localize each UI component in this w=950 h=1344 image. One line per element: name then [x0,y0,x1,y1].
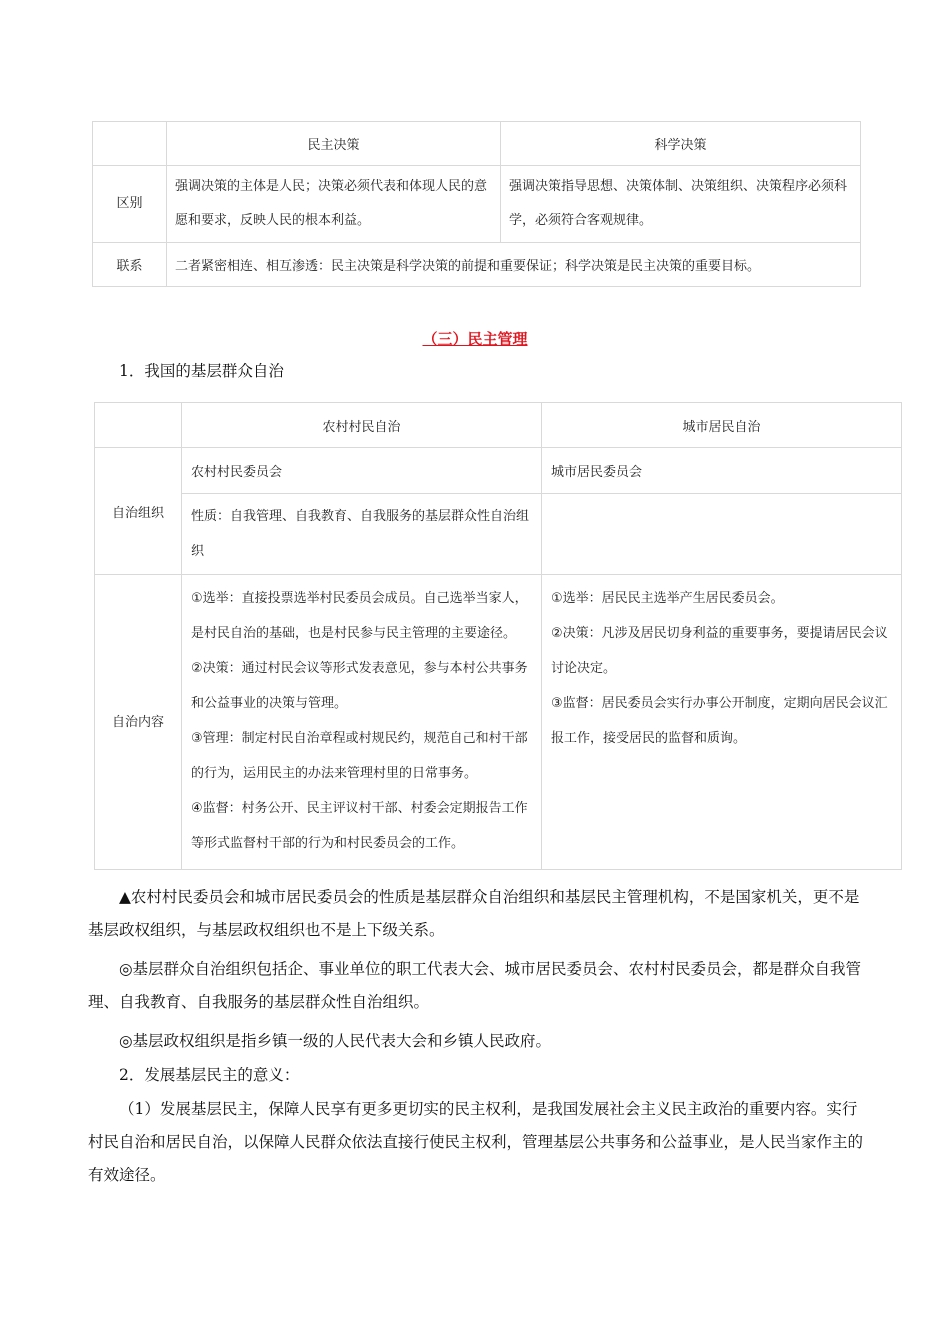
table-row [95,448,902,494]
row-label-organization: 自治组织 [95,448,182,575]
list-item: ②决策：通过村民会议等形式发表意见，参与本村公共事务和公益事业的决策与管理。 [191,661,528,711]
note-paragraph: ◎基层政权组织是指乡镇一级的人民代表大会和乡镇人民政府。 [119,1032,552,1050]
note-paragraph: ◎基层群众自治组织包括企、事业单位的职工代表大会、城市居民委员会、农村村民委员会，都是群众自我管理、自我教育、自我服务的基层群众性自治组织。 [88,960,862,1011]
table-row [95,575,902,870]
table-header-cell: 城市居民自治 [542,403,902,448]
table-cell: 性质：自我管理、自我教育、自我服务的基层群众性自治组织 [182,494,542,575]
table-cell-rural [182,575,542,870]
note-paragraph: ▲农村村民委员会和城市居民委员会的性质是基层群众自治组织和基层民主管理机构，不是国家机关，更不是基层政权组织，与基层政权组织也不是上下级关系。 [88,888,860,939]
decision-comparison-table [92,121,861,287]
list-item: ③监督：居民委员会实行办事公开制度，定期向居民会议汇报工作，接受居民的监督和质询。 [551,696,888,746]
row-label-content: 自治内容 [95,575,182,870]
table-header-cell: 农村村民自治 [182,403,542,448]
table-cell-urban [542,575,902,870]
grassroots-autonomy-table [94,402,902,870]
table-row [95,494,902,575]
section-title: （三）民主管理 [422,330,528,348]
list-item: ①选举：直接投票选举村民委员会成员。自己选举当家人，是村民自治的基础，也是村民参与民主管理的主要途径。 [191,591,528,641]
row-label-connection: 联系 [93,243,167,287]
table-row [95,403,902,448]
table-row [93,166,861,243]
table-cell: 强调决策指导思想、决策体制、决策组织、决策程序必须科学，必须符合客观规律。 [501,166,861,243]
table-cell: 农村村民委员会 [182,448,542,494]
table-row [93,243,861,287]
list-item: ④监督：村务公开、民主评议村干部、村委会定期报告工作等形式监督村干部的行为和村民委员会的工作。 [191,801,528,851]
table-header-cell: 民主决策 [167,122,501,166]
table-header-cell [93,122,167,166]
table-cell: 城市居民委员会 [542,448,902,494]
list-item: ①选举：居民民主选举产生居民委员会。 [551,591,784,606]
subheading: 2．发展基层民主的意义： [119,1066,300,1084]
table-cell: 二者紧密相连、相互渗透：民主决策是科学决策的前提和重要保证；科学决策是民主决策的重要目标。 [167,243,861,287]
list-item: ②决策：凡涉及居民切身利益的重要事务，要提请居民会议讨论决定。 [551,626,888,676]
row-label-difference: 区别 [93,166,167,243]
table-cell: 强调决策的主体是人民；决策必须代表和体现人民的意愿和要求，反映人民的根本利益。 [167,166,501,243]
list-item: ③管理：制定村民自治章程或村规民约，规范自己和村干部的行为，运用民主的办法来管理村里的日常事务。 [191,731,528,781]
body-paragraph: （1）发展基层民主，保障人民享有更多更切实的民主权利，是我国发展社会主义民主政治的重要内容。实行村民自治和居民自治，以保障人民群众依法直接行使民主权利，管理基层公共事务和公益事业，是人民当家作主的有效途径。 [88,1100,864,1184]
table-header-cell: 科学决策 [501,122,861,166]
table-cell [542,494,902,575]
table-row [93,122,861,166]
table-header-cell [95,403,182,448]
subheading: 1．我国的基层群众自治 [119,362,284,380]
